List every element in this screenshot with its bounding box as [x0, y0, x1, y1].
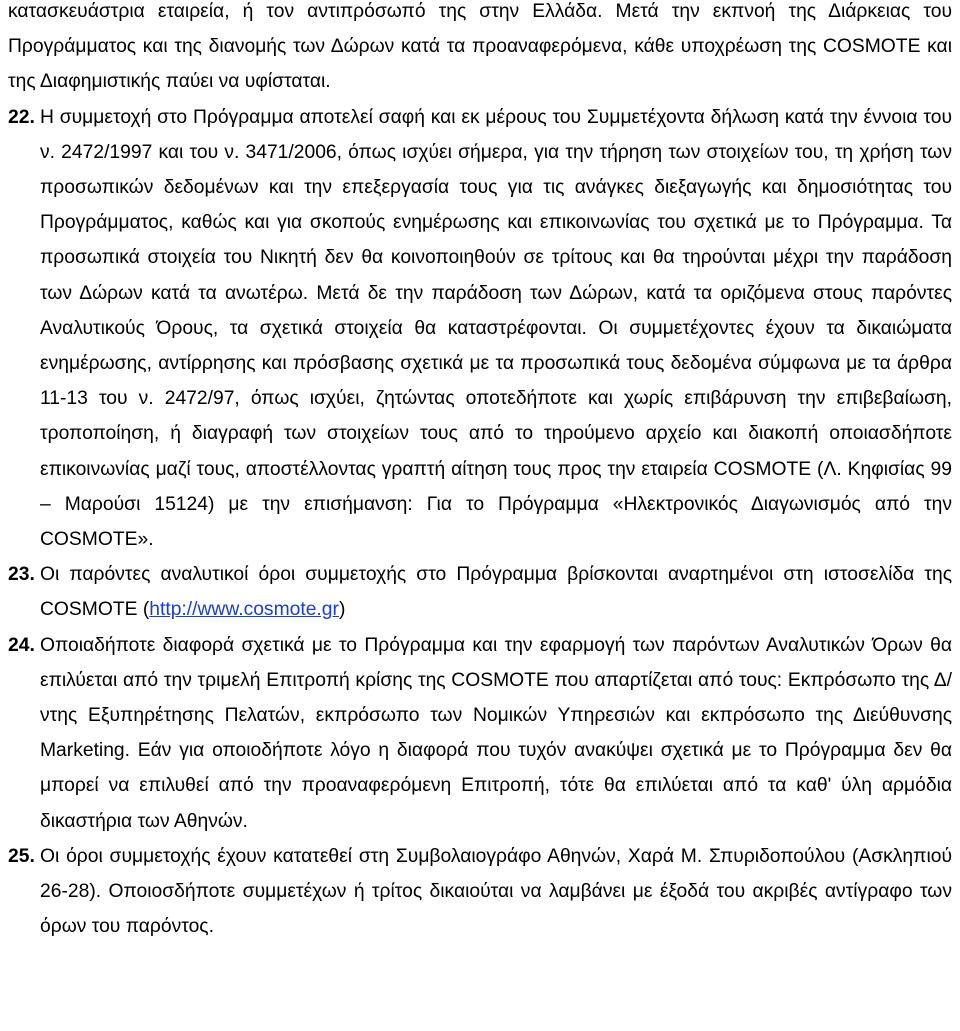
clause-text: Η συμμετοχή στο Πρόγραμμα αποτελεί σαφή και εκ μέρους του Συμμετέχοντα δήλωση κατά την έννοια του ν. 2472/1997 και του ν. 3471/2006, όπως ισχύει σήμερα, για την τήρηση των στοιχείων του, τη χρήση των προσωπικών δεδομένων και την επεξεργασία τους για τις ανάγκες διεξαγωγής και δημοσιότητας του Προγράμματος, καθώς και για σκοπούς ενημέρωσης και επικοινωνίας του σχετικά με το Πρόγραμμα. Τα προσωπικά στοιχεία του Νικητή δεν θα κοινοποιηθούν σε τρίτους και θα τηρούνται μέχρι την παράδοση των Δώρων κατά τα ανωτέρω. Μετά δε την παράδοση των Δώρων, κατά τα οριζόμενα στους παρόντες Αναλυτικούς Όρους, τα σχετικά στοιχεία θα καταστρέφονται. Οι συμμετέχοντες έχουν τα δικαιώματα ενημέρωσης, αντίρρησης και πρόσβασης σχετικά με τα προσωπικά τους δεδομένα σύμφωνα με τα άρθρα 11-13 του ν. 2472/97, όπως ισχύει, ζητώντας οποτεδήποτε και χωρίς επιβάρυνση την επιβεβαίωση, τροποποίηση, ή διαγραφή των στοιχείων τους από το τηρούμενο αρχείο και διακοπή οποιασδήποτε επικοινωνίας μαζί τους, αποστέλλοντας γραπτή αίτηση τους προς την εταιρεία COSMOTE (Λ. Κηφισίας 99 – Μαρούσι 15124) με την επισήμανση: Για το Πρόγραμμα «Ηλεκτρονικός Διαγωνισμός από την COSMOTE».: [40, 106, 952, 551]
clause-number: 23.: [8, 564, 35, 586]
clause-text: Οποιαδήποτε διαφορά σχετικά με το Πρόγραμμα και την εφαρμογή των παρόντων Αναλυτικών Όρων θα επιλύεται από την τριμελή Επιτροπή κρίσης της COSMOTE που απαρτίζεται από τους: Εκπρόσωπο της Δ/ντης Εξυπηρέτησης Πελατών, εκπρόσωπο των Νομικών Υπηρεσιών και εκπρόσωπο της Διεύθυνσης Marketing. Εάν για οποιοδήποτε λόγο η διαφορά που τυχόν ανακύψει σχετικά με το Πρόγραμμα δεν θα μπορεί να επιλυθεί από την προαναφερόμενη Επιτροπή, τότε θα επιλύεται από τα καθ' ύλη αρμόδια δικαστήρια των Αθηνών.: [40, 634, 952, 832]
clause-24: [8, 628, 952, 839]
clause-23: [8, 557, 952, 627]
clause-number: 22.: [8, 106, 35, 128]
clause-text: Οι όροι συμμετοχής έχουν κατατεθεί στη Συμβολαιογράφο Αθηνών, Χαρά Μ. Σπυριδοπούλου (Ασκληπιού 26-28). Οποιοσδήποτε συμμετέχων ή τρίτος δικαιούται να λαμβάνει με έξοδά του ακριβές αντίγραφο των όρων του παρόντος.: [40, 845, 952, 938]
clause-text: [40, 557, 952, 627]
clause-number: 25.: [8, 845, 35, 867]
clause-22: [8, 100, 952, 558]
intro-paragraph: κατασκευάστρια εταιρεία, ή τον αντιπρόσωπό της στην Ελλάδα. Μετά την εκπνοή της Διάρκειας του Προγράμματος και της διανομής των Δώρων κατά τα προαναφερόμενα, κάθε υποχρέωση της COSMOTE και της Διαφημιστικής παύει να υφίσταται.: [8, 1, 952, 93]
clause-text-after-link: ): [338, 599, 346, 621]
clause-text-before-link: Οι παρόντες αναλυτικοί όροι συμμετοχής στο Πρόγραμμα βρίσκονται αναρτημένοι στη ιστοσελίδα της COSMOTE (: [40, 564, 952, 621]
clause-25: [8, 839, 952, 945]
clause-number: 24.: [8, 634, 35, 656]
cosmote-website-link[interactable]: http://www.cosmote.gr: [149, 599, 339, 621]
